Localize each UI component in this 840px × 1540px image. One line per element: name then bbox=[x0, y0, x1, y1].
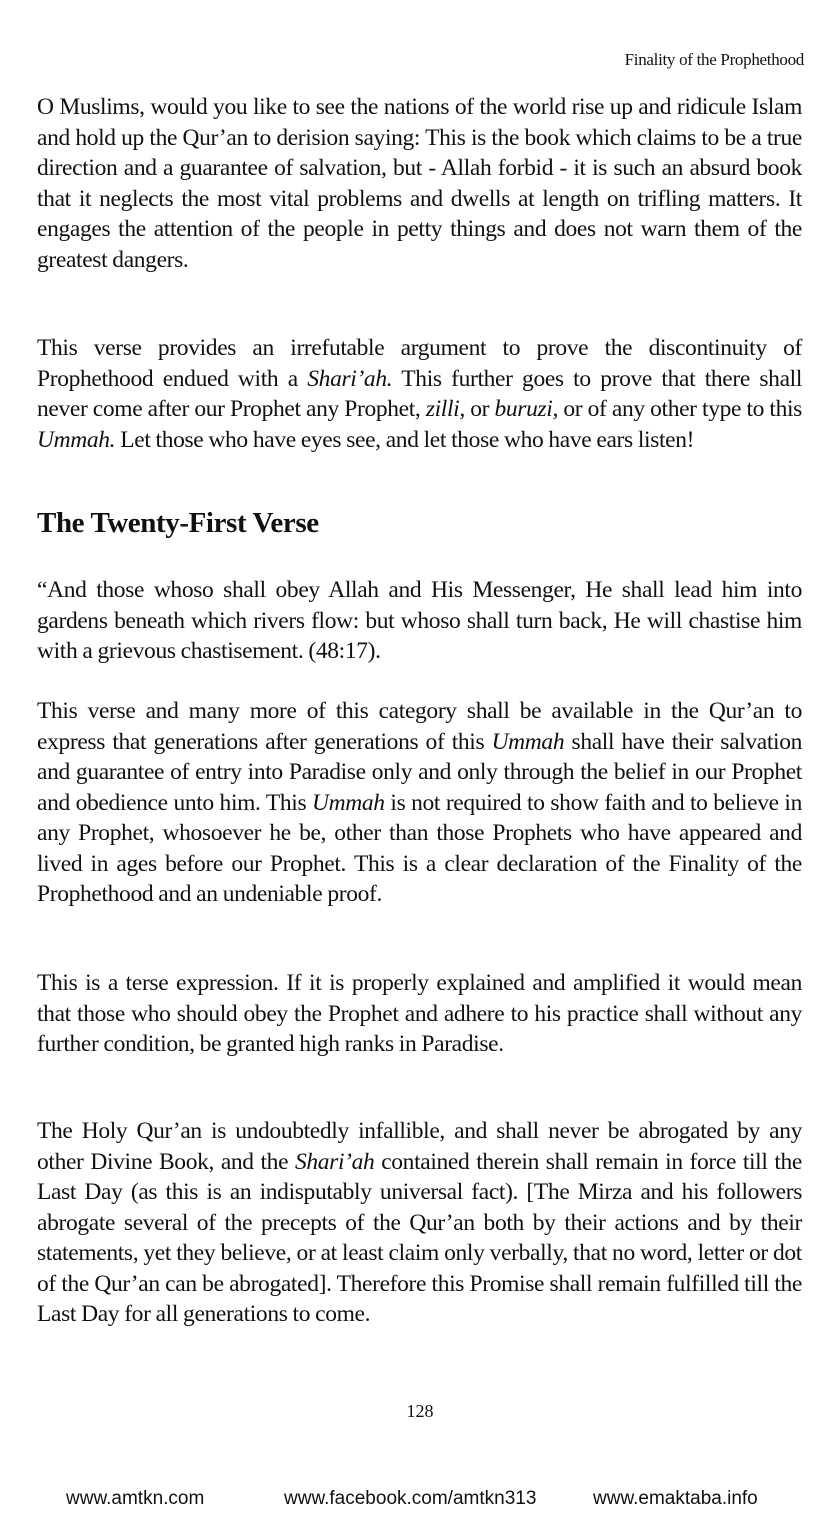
paragraph-5-text: This is a terse expression. If it is properly explained and amplified it would mean that those who should obey the Prophet and adhere to his practice shall without any further condition, be granted high ranks in Paradise. bbox=[37, 970, 802, 1057]
paragraph-4 bbox=[37, 696, 802, 910]
section-heading: The Twenty-First Verse bbox=[37, 507, 319, 539]
text-run: This verse and many more of this category shall be available in the Qur’an to express that generations after generations of this bbox=[37, 698, 802, 755]
page-number: 128 bbox=[406, 1401, 434, 1421]
paragraph-3-quote bbox=[37, 575, 802, 667]
paragraph-3-text: “And those whoso shall obey Allah and His Messenger, He shall lead him into gardens beneath which rivers flow: but whoso shall turn back, He will chastise him with a grievous chastisement. (48:17). bbox=[37, 577, 802, 664]
text-run: contained therein shall remain in force till the Last Day (as this is an indisputably universal fact). [The Mirza and his followers abrogate several of the precepts of the Qur’an both by their actions and by their statements, yet they believe, or at least claim only verbally, that no word, letter or dot of the Qur’an can be abrogated]. Therefore this Promise shall remain fulfilled till the Last Day for all generations to come. bbox=[37, 1148, 802, 1327]
paragraph-6 bbox=[37, 1116, 802, 1330]
text-run: or of any other type to this bbox=[558, 396, 802, 422]
paragraph-1-text: O Muslims, would you like to see the nations of the world rise up and ridicule Islam and hold up the Qur’an to derision saying: This is the book which claims to be a true direction and a guarantee of salvation, but - Allah forbid - it is such an absurd book that it neglects the most vital problems and dwells at length on trifling matters. It engages the attention of the people in petty things and does not warn them of the greatest dangers. bbox=[37, 94, 802, 273]
footer-link-facebook[interactable]: www.facebook.com/amtkn313 bbox=[284, 1488, 537, 1509]
text-run: This verse provides an irrefutable argument to prove the discontinuity of Prophethood endued with a bbox=[37, 335, 802, 392]
text-run: This further goes to prove that there shall never come after our Prophet any Prophet, bbox=[37, 365, 803, 422]
paragraph-2-text bbox=[37, 333, 802, 455]
italic-term: buruzi, bbox=[494, 396, 558, 422]
paragraph-6-text bbox=[37, 1116, 802, 1330]
paragraph-4-text bbox=[37, 696, 802, 910]
italic-term: Shari’ah bbox=[294, 1148, 375, 1175]
running-header: Finality of the Prophethood bbox=[624, 50, 804, 69]
footer-link-amtkn[interactable]: www.amtkn.com bbox=[66, 1488, 205, 1509]
text-run: or bbox=[464, 396, 495, 422]
text-run: The Holy Qur’an is undoubtedly infallible, and shall never be abrogated by any other Divine Book, and the bbox=[37, 1118, 802, 1175]
text-run: is not required to show faith and to believe in any Prophet, whosoever he be, other than those Prophets who have appeared and lived in ages before our Prophet. This is a clear declaration of the Finality of the Prophethood and an undeniable proof. bbox=[37, 789, 802, 907]
text-run: Let those who have eyes see, and let those who have ears listen! bbox=[115, 426, 695, 453]
italic-term: Ummah bbox=[491, 728, 565, 755]
text-run: shall have their salvation and guarantee of entry into Paradise only and only through the belief in our Prophet and obedience unto him. This bbox=[37, 728, 802, 816]
italic-term: Ummah bbox=[312, 789, 385, 816]
italic-term: Ummah. bbox=[37, 426, 116, 453]
paragraph-5 bbox=[37, 968, 802, 1060]
footer-link-emaktaba[interactable]: www.emaktaba.info bbox=[593, 1488, 758, 1509]
paragraph-1 bbox=[37, 92, 802, 275]
italic-term: zilli, bbox=[425, 396, 465, 422]
italic-term: Shari’ah. bbox=[307, 365, 393, 392]
paragraph-2 bbox=[37, 333, 802, 455]
